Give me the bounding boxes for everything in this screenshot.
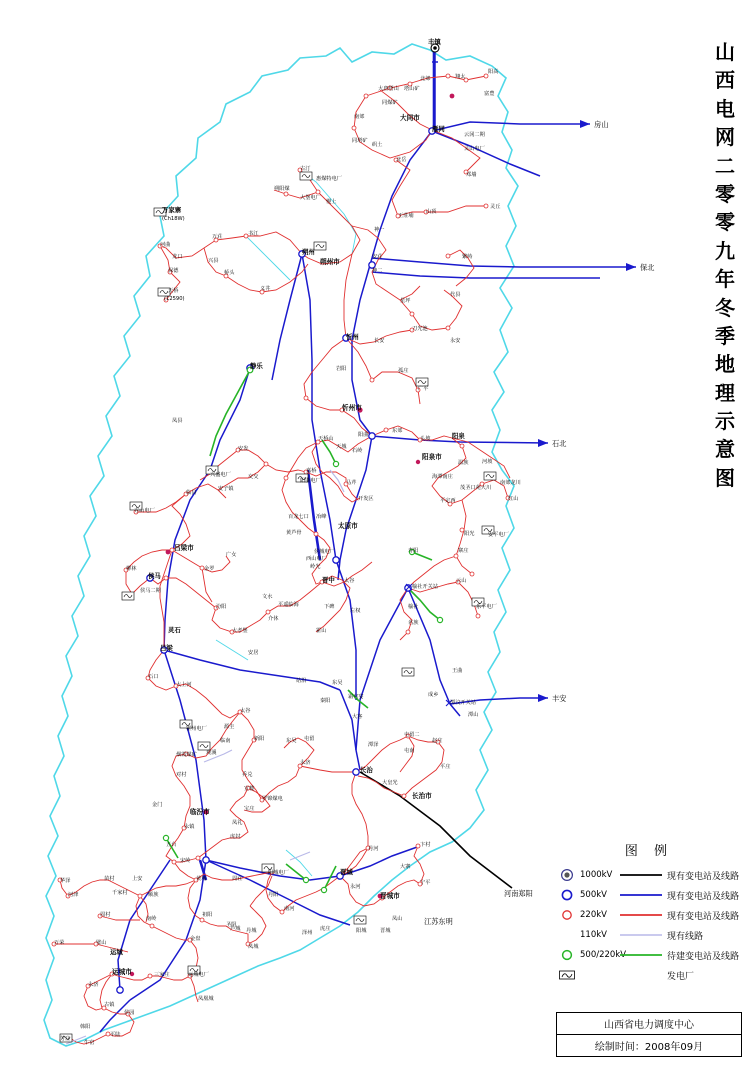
map-label-58: 天城 <box>336 444 347 450</box>
map-label-68: 安子镇 <box>218 486 234 492</box>
map-label-49: 静乐 <box>250 362 263 370</box>
map-label-133: 东吴 <box>286 738 297 744</box>
map-label-185: 凤城 <box>248 944 259 950</box>
map-label-115: 石口 <box>148 674 159 680</box>
map-label-140: 对村 <box>176 772 187 778</box>
map-label-2: 翔太 <box>455 74 466 80</box>
map-label-101: 平遥临海 <box>278 602 299 608</box>
map-label-99: 汾阳 <box>216 604 227 610</box>
node-110kv <box>556 928 578 942</box>
map-label-181: 凤山 <box>392 916 403 922</box>
map-label-131: 观溪 <box>206 750 217 756</box>
map-label-19: 惠煤特电厂 <box>316 176 342 182</box>
title-char-14: 意 <box>715 437 735 462</box>
map-label-143: 长治 <box>360 766 373 774</box>
map-label-41: (12590) <box>164 296 185 302</box>
line-1000kv <box>360 772 512 888</box>
map-label-34: 灵丘 <box>490 204 501 210</box>
map-label-24: 山顶 <box>426 209 437 215</box>
legend-row-5 <box>556 965 742 985</box>
legend-label-1: 现有变电站及线路 <box>667 891 740 902</box>
map-label-7: 南郊 <box>354 114 365 120</box>
map-label-84: 冶峰 <box>316 514 327 520</box>
map-label-153: 凤礼 <box>232 820 243 826</box>
map-label-109: 名族 <box>408 620 419 626</box>
map-label-179: 丹阳 <box>268 892 279 898</box>
title-char-3: 网 <box>715 125 735 150</box>
map-label-39: 桥头 <box>224 270 235 276</box>
map-label-104: 下碑 <box>324 604 335 610</box>
nodes-500kv <box>117 128 435 993</box>
map-label-15: 北岳 <box>396 157 407 163</box>
map-label-188: 运城市 <box>112 968 132 976</box>
map-label-38: 兴县 <box>208 258 219 264</box>
map-label-8: 同煤矿 <box>382 100 398 106</box>
map-label-151: 宝庄 <box>244 806 255 812</box>
map-label-32: 安荘 <box>372 254 383 260</box>
map-label-62: 温族 <box>458 460 469 466</box>
svg-text:石北: 石北 <box>552 439 567 448</box>
map-label-172: 周村 <box>100 912 111 918</box>
map-label-111: 灵石 <box>168 626 181 634</box>
map-label-90: 柳林 <box>126 566 137 572</box>
nodes-220kv <box>52 74 510 1042</box>
node-1000kv <box>556 868 578 882</box>
map-label-72: 阳曲电厂 <box>300 478 321 484</box>
legend-voltage-1: 500kV <box>580 890 607 900</box>
map-label-186: 阳城 <box>356 928 367 934</box>
map-label-196: 芳庄 <box>60 1036 71 1042</box>
map-label-195: 侯园 <box>124 1010 135 1016</box>
map-station-labels <box>54 37 521 1046</box>
map-label-86: 吕梁市 <box>174 544 194 552</box>
map-label-178: 金盘 <box>190 936 201 942</box>
map-label-10: 矾土 <box>372 142 383 148</box>
footer-date <box>557 1035 741 1056</box>
map-label-174: 祖阳 <box>202 912 213 918</box>
map-label-35: 繁峙 <box>462 254 473 260</box>
map-label-26: 万荘 <box>212 234 223 240</box>
legend-label-0: 现有变电站及线路 <box>667 871 740 882</box>
map-label-94: 寿阳 <box>408 548 419 554</box>
map-label-164: 华泽 <box>60 878 71 884</box>
node-new <box>556 948 578 962</box>
title-char-9: 冬 <box>715 295 735 320</box>
map-label-76: 海潭南庄 <box>432 474 453 480</box>
map-label-1: 北郊 <box>420 76 431 82</box>
legend-row-3 <box>556 925 742 945</box>
map-label-46: 长安 <box>374 338 385 344</box>
legend-label-4: 待建变电站及线路 <box>667 951 740 962</box>
svg-text:房山: 房山 <box>594 120 609 129</box>
map-label-138: 赵庄 <box>432 738 443 744</box>
map-label-120: 潭山 <box>468 712 479 718</box>
map-label-125: 大客 <box>352 714 363 720</box>
map-label-137: 屯南 <box>404 748 415 754</box>
outgoing-arrows <box>538 120 636 702</box>
svg-text:江苏东明: 江苏东明 <box>424 917 453 926</box>
map-label-190: 运城电厂 <box>188 972 209 978</box>
map-label-126: 太谷 <box>240 708 251 714</box>
map-label-170: 黄城 <box>196 876 207 882</box>
map-label-61: 头坡 <box>420 436 431 442</box>
map-label-149: 宣榄 <box>244 786 255 792</box>
map-label-23: 慢上 <box>326 199 337 205</box>
map-label-121: 站沿 <box>296 678 307 684</box>
page-title <box>708 38 742 492</box>
map-label-127: 霍州电厂 <box>186 726 207 732</box>
map-label-145: 长治市 <box>412 792 432 800</box>
map-label-175: 圣阴 <box>226 922 237 928</box>
map-label-183: 丹城 <box>246 928 257 934</box>
map-label-114: 吕梁 <box>160 644 173 652</box>
map-label-60: 阳泉 <box>452 432 465 440</box>
svg-text:丰安: 丰安 <box>552 694 567 703</box>
map-label-3: 阳高 <box>488 69 499 75</box>
map-label-161: 宁平 <box>420 880 431 886</box>
map-label-157: 丹河 <box>368 846 379 852</box>
map-label-165: 河津 <box>68 892 79 898</box>
legend-title: 图 例 <box>624 844 674 859</box>
map-label-146: 金门 <box>152 802 163 808</box>
map-label-18: 朔阳煤 <box>274 186 290 192</box>
map-label-118: 成乡 <box>428 692 439 698</box>
map-label-45: 忻州 <box>346 333 359 341</box>
legend-label-2: 现有变电站及线路 <box>667 911 740 922</box>
map-label-148: 永镇 <box>184 824 195 830</box>
title-char-7: 九 <box>715 238 735 263</box>
title-char-15: 图 <box>715 465 735 490</box>
legend-line-sample-4 <box>618 951 664 959</box>
map-label-105: 介休 <box>268 616 279 622</box>
map-label-4: 大唐塔山 <box>378 86 399 92</box>
map-label-83: 百龙七口 <box>288 514 309 520</box>
map-label-48: 永安 <box>450 338 461 344</box>
map-label-152: 五台 <box>166 842 177 848</box>
map-label-16: 邓墙 <box>466 172 477 178</box>
map-label-113: 安居 <box>248 650 259 656</box>
title-char-13: 示 <box>715 409 735 434</box>
map-label-59: 石岭 <box>352 448 363 454</box>
map-label-98: 侯马二期 <box>140 588 161 594</box>
map-label-88: 广女 <box>226 552 237 558</box>
legend-line-sample-2 <box>618 911 664 919</box>
map-label-54: 凤县 <box>172 418 183 424</box>
map-label-167: 上安 <box>132 876 143 882</box>
map-label-108: 左权 <box>350 608 361 614</box>
map-label-52: 孤庄 <box>398 368 409 374</box>
map-label-107: 乐平电厂 <box>476 604 497 610</box>
map-label-91: 侯城电厂 <box>314 549 335 555</box>
map-label-123: 霜官宴 <box>348 694 364 700</box>
map-label-13: 云冈二期 <box>464 132 485 138</box>
map-label-0: 丰镇 <box>428 38 441 46</box>
map-label-81: 临县 <box>186 490 197 496</box>
map-label-166: 苗村 <box>104 876 115 882</box>
lines-110kv <box>66 470 344 1044</box>
map-label-112: 大孝堡 <box>232 628 248 634</box>
external-labels <box>424 120 654 926</box>
map-label-21: (Ch18W) <box>162 216 185 222</box>
map-label-79: 寨庄 <box>458 548 469 554</box>
map-label-180: 南河 <box>284 906 295 912</box>
map-label-95: 云山 <box>456 578 467 584</box>
map-label-130: 烟霞煤矿 <box>176 752 197 758</box>
map-label-139: 平庄 <box>440 764 451 770</box>
map-label-193: 凤凰城 <box>198 996 214 1002</box>
legend-label-5: 发电厂 <box>667 971 695 982</box>
map-label-28: 河曲 <box>160 242 171 248</box>
map-label-124: 秦阳 <box>320 698 331 704</box>
map-label-87: 黄芦骨 <box>286 530 302 536</box>
footer-org: 山西省电力调度中心 <box>604 1020 694 1031</box>
map-label-187: 虎庄 <box>320 926 331 932</box>
legend-row-4 <box>556 945 742 965</box>
map-label-40: 天桥 <box>168 288 179 294</box>
node-500kv <box>556 888 578 902</box>
map-label-73: 南郊龙川 <box>500 480 521 486</box>
map-label-89: 金罗 <box>204 566 215 572</box>
title-char-5: 零 <box>715 181 735 206</box>
footer-box <box>556 1012 742 1057</box>
map-label-129: 临南 <box>220 738 231 744</box>
map-label-200: 晋城 <box>380 928 391 934</box>
footer-date-value: 2008年09月 <box>644 1042 704 1053</box>
map-label-17: 古汀 <box>300 166 311 172</box>
map-label-150: 罗锦煤电 <box>262 796 283 802</box>
map-label-117: 王曲 <box>452 668 463 674</box>
map-label-20: 万家寨 <box>162 206 182 214</box>
map-label-198: 牛窑 <box>84 1040 95 1046</box>
map-label-119: 潭汶开关站 <box>450 700 476 706</box>
map-label-25: 王莊埔 <box>398 213 414 219</box>
map-label-75: 茂圣口苑大川 <box>460 485 492 491</box>
map-label-159: 卞村 <box>420 842 431 848</box>
legend-row-0 <box>556 865 742 885</box>
legend-line-sample-3 <box>618 931 664 939</box>
map-label-69: 嘉桥 <box>306 468 317 474</box>
map-label-65: 安发 <box>238 446 249 452</box>
map-label-134: 屯留 <box>304 736 315 742</box>
switch-stations <box>406 584 452 706</box>
map-label-144: 大皇光 <box>382 780 398 786</box>
map-label-36: 龙口 <box>172 254 183 260</box>
title-char-4: 二 <box>715 153 735 178</box>
map-label-11: 雁同 <box>432 125 445 133</box>
map-label-57: 天桥山 <box>318 436 334 442</box>
map-label-154: 虎封 <box>230 834 241 840</box>
map-label-102: 晋中 <box>322 576 335 584</box>
map-label-116: 大上河 <box>176 682 192 688</box>
legend-line-sample-0 <box>618 871 664 879</box>
map-label-85: 太原市 <box>338 522 358 530</box>
map-label-160: 大寨 <box>400 864 411 870</box>
map-label-47: 刀光池 <box>412 326 428 332</box>
map-label-168: 千家村 <box>112 890 128 896</box>
map-label-122: 东吴 <box>332 680 343 686</box>
title-char-8: 年 <box>715 267 735 292</box>
plant-icon <box>556 969 578 981</box>
map-label-132: 新阳 <box>254 736 265 742</box>
map-label-155: 晋城 <box>340 868 353 876</box>
map-label-29: 朔州 <box>302 248 315 256</box>
map-label-100: 文水 <box>262 594 273 600</box>
map-label-31: 神一 <box>374 227 385 233</box>
map-label-33: 神二 <box>372 268 383 274</box>
map-label-44: 代县 <box>450 292 461 298</box>
map-label-96: 榆社开关站 <box>412 584 438 590</box>
map-label-74: 红山 <box>508 496 519 502</box>
map-label-97: 侯马 <box>148 572 161 580</box>
svg-text:保北: 保北 <box>640 263 655 272</box>
map-label-135: 潭泽 <box>368 742 379 748</box>
map-label-158: 晋城市 <box>380 892 400 900</box>
map-label-176: 万荣 <box>54 940 65 946</box>
map-label-55: 阳曲 <box>358 432 369 438</box>
map-label-9: 同塔矿 <box>352 138 368 144</box>
map-label-14: 灵山电厂 <box>464 146 485 152</box>
legend-voltage-3: 110kV <box>580 930 607 940</box>
map-label-78: 阳光 <box>464 531 475 537</box>
map-label-70: 马芹 <box>346 480 357 486</box>
map-label-197: 平陆 <box>110 1032 121 1038</box>
footer-date-label: 绘制时间： <box>594 1042 645 1053</box>
map-label-67: 交交 <box>248 474 259 480</box>
map-label-92: 西山电厂 <box>306 556 327 562</box>
map-label-5: 塔山矿 <box>404 86 420 92</box>
map-label-56: 东郊 <box>392 428 403 434</box>
map-label-80: 安平电厂 <box>488 532 509 538</box>
legend-voltage-4: 500/220kV <box>580 950 627 960</box>
map-label-30: 朔州市 <box>320 258 340 266</box>
map-label-182: 芦城 <box>230 926 241 932</box>
legend-label-3: 现有线路 <box>667 931 704 942</box>
svg-text:河南郑阳: 河南郑阳 <box>504 889 533 898</box>
map-label-199: 运城 <box>110 948 123 956</box>
map-label-147: 临汾市 <box>190 808 210 816</box>
map-label-163: 宋岭 <box>180 858 191 864</box>
map-label-110: 霍山 <box>316 628 327 634</box>
title-char-11: 地 <box>715 352 735 377</box>
map-label-93: 岭光 <box>310 564 321 570</box>
legend-line-sample-1 <box>618 891 664 899</box>
map-label-51: 广平 <box>418 386 429 392</box>
title-char-1: 西 <box>715 68 735 93</box>
map-label-77: 平定西 <box>440 498 456 504</box>
map-label-37: 保德 <box>168 268 179 274</box>
map-label-22: 大堡电厂 <box>300 195 321 201</box>
map-label-184: 泽州 <box>302 930 313 936</box>
title-char-12: 理 <box>715 380 735 405</box>
map-label-103: 太谷 <box>344 578 355 584</box>
map-label-53: 忻州市 <box>342 404 362 412</box>
legend-row-1 <box>556 885 742 905</box>
legend <box>556 840 742 985</box>
map-label-156: 阳城电厂 <box>268 870 289 876</box>
map-label-6: 富豊 <box>484 91 495 97</box>
lines-220kv <box>54 76 510 1044</box>
node-220kv <box>556 908 578 922</box>
title-char-2: 电 <box>715 96 735 121</box>
map-label-177: 璧山 <box>96 940 107 946</box>
map-label-43: 星坪 <box>400 298 411 304</box>
map-label-82: 方山电厂 <box>134 508 155 514</box>
map-label-128: 源圭 <box>224 724 235 730</box>
map-label-136: 屯留二 <box>404 732 420 738</box>
map-label-162: 永河 <box>350 884 361 890</box>
title-char-0: 山 <box>715 40 735 64</box>
map-label-42: 义井 <box>260 286 271 292</box>
legend-row-2 <box>556 905 742 925</box>
map-label-171: 周荘 <box>232 876 243 882</box>
map-label-50: 岩阳 <box>336 366 347 372</box>
map-label-142: 永济 <box>300 760 311 766</box>
map-label-71: 开发区 <box>358 496 374 502</box>
map-label-12: 大同市 <box>400 114 420 122</box>
map-label-64: 阳泉市 <box>422 453 442 461</box>
map-label-194: 韩阳 <box>80 1024 91 1030</box>
map-label-192: 古镇 <box>104 1002 115 1008</box>
map-label-141: 乔兑 <box>242 772 253 778</box>
legend-voltage-0: 1000kV <box>580 870 613 880</box>
map-label-63: 河坡 <box>482 459 493 465</box>
title-char-6: 零 <box>715 210 735 235</box>
map-label-173: 南岭 <box>146 916 157 922</box>
map-label-66: 兴盛电厂 <box>210 472 231 478</box>
map-label-189: 三家庄 <box>154 972 170 978</box>
map-label-106: 榆社 <box>408 604 419 610</box>
title-char-10: 季 <box>715 323 735 348</box>
map-label-169: 顺族 <box>148 892 159 898</box>
map-label-191: 永济 <box>88 982 99 988</box>
map-label-27: 书江 <box>248 231 259 237</box>
legend-voltage-2: 220kV <box>580 910 607 920</box>
